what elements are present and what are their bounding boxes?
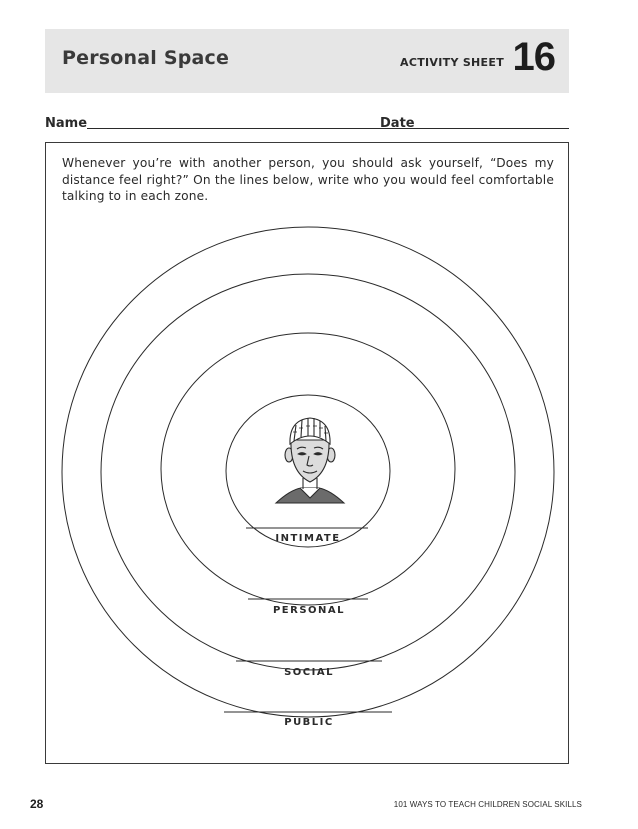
social-label: SOCIAL — [284, 667, 334, 678]
date-label: Date — [380, 116, 415, 131]
name-field[interactable] — [87, 128, 416, 129]
book-title-footer: 101 WAYS TO TEACH CHILDREN SOCIAL SKILLS — [393, 800, 582, 809]
name-label: Name — [45, 116, 88, 131]
activity-sheet-label: ACTIVITY SHEET — [400, 56, 504, 69]
name-date-row — [45, 114, 569, 134]
date-field[interactable] — [413, 128, 569, 129]
personal-label: PERSONAL — [272, 605, 346, 616]
child-face-icon — [276, 418, 344, 503]
activity-sheet-number: 16 — [512, 35, 555, 79]
activity-header — [45, 29, 569, 93]
worksheet-box — [45, 142, 569, 764]
sheet-title: Personal Space — [62, 47, 230, 69]
intimate-label: INTIMATE — [275, 533, 341, 544]
page-number: 28 — [30, 797, 44, 811]
public-label: PUBLIC — [284, 717, 334, 728]
instructions-text: Whenever you’re with another person, you should ask yourself, “Does my distance feel right?” On the lines below, write who you would feel comfortable talking to in each zone. — [62, 156, 554, 203]
zone-diagram — [46, 143, 568, 763]
